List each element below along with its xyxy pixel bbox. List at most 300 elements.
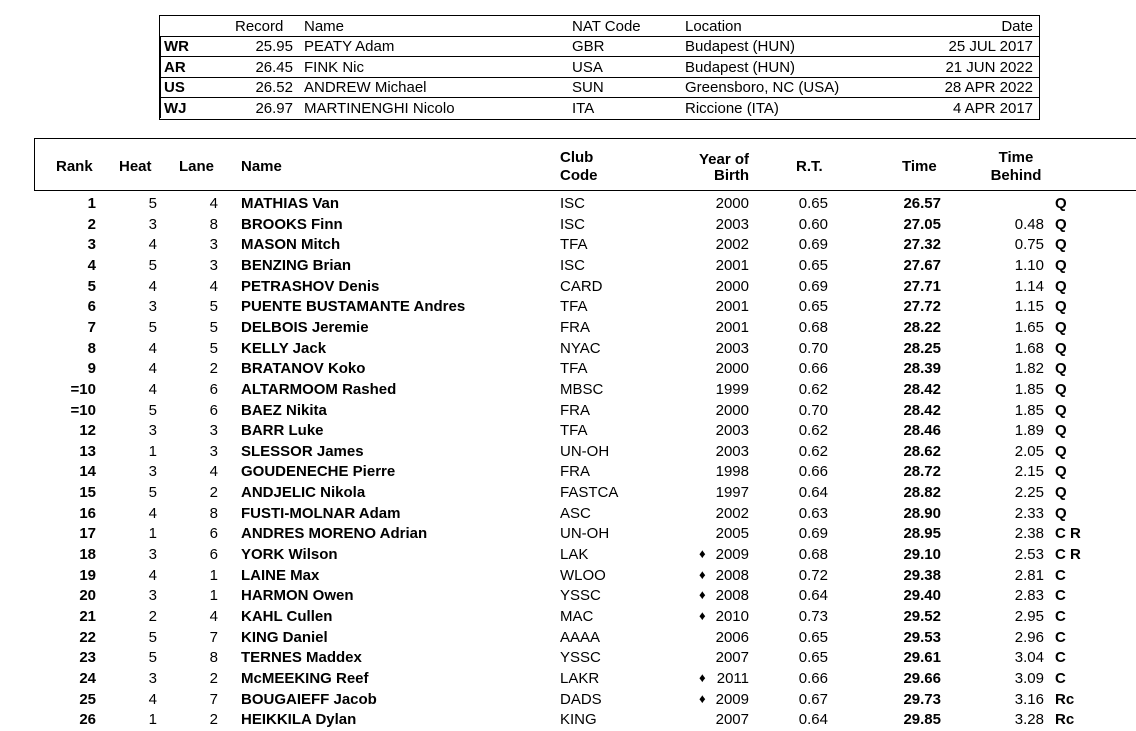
result-lane: 2 (209, 484, 218, 501)
result-time: 29.61 (903, 649, 941, 666)
result-lane: 4 (209, 278, 218, 295)
result-yob: 2002 (715, 236, 749, 253)
result-name: PUENTE BUSTAMANTE Andres (241, 298, 466, 315)
record-type: WR (164, 38, 189, 55)
result-qualifier: Q (1055, 278, 1067, 295)
result-time: 29.10 (903, 546, 941, 563)
record-type: AR (164, 59, 186, 76)
result-rt: 0.60 (798, 216, 828, 233)
result-rt: 0.68 (798, 546, 828, 563)
result-time-behind: 1.68 (1014, 340, 1044, 357)
result-rank: 20 (79, 587, 96, 604)
result-time: 28.22 (903, 319, 941, 336)
result-time: 27.05 (903, 216, 941, 233)
result-lane: 4 (209, 195, 218, 212)
result-time: 29.40 (903, 587, 941, 604)
result-heat: 4 (148, 278, 157, 295)
result-yob: 2008 (715, 567, 749, 584)
result-rank: 5 (87, 278, 96, 295)
junior-marker: ♦ (699, 587, 706, 602)
result-qualifier: C (1055, 587, 1066, 604)
result-yob: 2003 (715, 422, 749, 439)
result-heat: 3 (148, 463, 157, 480)
result-name: BOUGAIEFF Jacob (241, 691, 377, 708)
result-lane: 4 (209, 608, 218, 625)
record-time: 26.52 (255, 79, 293, 96)
record-location: Greensboro, NC (USA) (685, 79, 840, 96)
result-rt: 0.70 (798, 402, 828, 419)
result-yob: 2007 (715, 711, 749, 728)
result-heat: 1 (148, 525, 157, 542)
result-heat: 3 (148, 216, 157, 233)
result-club: MBSC (560, 381, 604, 398)
result-time-behind: 0.48 (1014, 216, 1044, 233)
result-yob: 2011 (716, 670, 749, 687)
result-rt: 0.73 (798, 608, 828, 625)
header-rt: R.T. (796, 158, 823, 175)
result-qualifier: C (1055, 649, 1066, 666)
result-qualifier: C (1055, 670, 1066, 687)
result-club: TFA (560, 360, 588, 377)
result-club: KING (560, 711, 597, 728)
result-heat: 3 (148, 546, 157, 563)
result-name: BARR Luke (241, 422, 324, 439)
result-name: HARMON Owen (241, 587, 354, 604)
result-qualifier: Q (1055, 319, 1067, 336)
result-qualifier: Q (1055, 505, 1067, 522)
result-heat: 3 (148, 670, 157, 687)
result-qualifier: Q (1055, 463, 1067, 480)
record-nat: GBR (572, 38, 605, 55)
result-name: MATHIAS Van (241, 195, 340, 212)
record-name: MARTINENGHI Nicolo (304, 100, 455, 117)
result-lane: 6 (209, 381, 218, 398)
result-time: 28.42 (903, 402, 941, 419)
result-rt: 0.62 (798, 443, 828, 460)
result-heat: 5 (148, 629, 157, 646)
result-rank: 26 (79, 711, 96, 728)
result-lane: 8 (209, 216, 218, 233)
result-qualifier: Q (1055, 298, 1067, 315)
junior-marker: ♦ (699, 608, 706, 623)
result-rt: 0.65 (798, 195, 828, 212)
result-club: FRA (560, 402, 590, 419)
result-yob: 2003 (715, 216, 749, 233)
record-time: 25.95 (255, 38, 293, 55)
result-time-behind: 1.85 (1014, 402, 1044, 419)
result-club: ISC (560, 195, 586, 212)
result-lane: 1 (209, 587, 218, 604)
result-name: SLESSOR James (241, 443, 364, 460)
result-name: MASON Mitch (241, 236, 341, 253)
result-heat: 2 (148, 608, 157, 625)
result-heat: 4 (148, 236, 157, 253)
record-name: ANDREW Michael (304, 79, 427, 96)
result-time: 27.32 (903, 236, 941, 253)
result-rt: 0.65 (798, 649, 828, 666)
result-rank: 22 (79, 629, 96, 646)
result-time-behind: 2.95 (1014, 608, 1044, 625)
result-name: LAINE Max (241, 567, 320, 584)
result-name: KELLY Jack (241, 340, 327, 357)
result-yob: 2007 (715, 649, 749, 666)
result-qualifier: Q (1055, 195, 1067, 212)
result-lane: 6 (209, 525, 218, 542)
result-rank: 7 (87, 319, 96, 336)
result-time-behind: 2.38 (1014, 525, 1044, 542)
result-club: MAC (560, 608, 594, 625)
result-time-behind: 3.09 (1014, 670, 1044, 687)
result-rt: 0.66 (798, 670, 828, 687)
result-lane: 2 (209, 711, 218, 728)
result-lane: 3 (209, 236, 218, 253)
record-location: Budapest (HUN) (685, 59, 796, 76)
header-yob-1: Year of (698, 151, 749, 168)
result-rank: 25 (79, 691, 96, 708)
result-yob: 2001 (715, 319, 749, 336)
result-qualifier: Q (1055, 340, 1067, 357)
result-rank: 6 (87, 298, 96, 315)
result-rank: 16 (79, 505, 96, 522)
result-name: HEIKKILA Dylan (241, 711, 357, 728)
result-rt: 0.62 (798, 381, 828, 398)
result-yob: 2003 (715, 340, 749, 357)
result-club: WLOO (560, 567, 606, 584)
result-time-behind: 3.04 (1014, 649, 1044, 666)
result-time: 29.53 (903, 629, 941, 646)
result-time: 28.39 (903, 360, 941, 377)
result-time: 28.72 (903, 463, 941, 480)
result-time-behind: 2.15 (1014, 463, 1044, 480)
result-lane: 5 (209, 298, 218, 315)
result-heat: 4 (148, 360, 157, 377)
result-yob: 2009 (715, 546, 749, 563)
result-time: 28.25 (903, 340, 941, 357)
result-time-behind: 2.25 (1014, 484, 1044, 501)
result-rank: 13 (79, 443, 96, 460)
record-date: 21 JUN 2022 (945, 59, 1033, 76)
result-yob: 1999 (715, 381, 749, 398)
result-rank: 14 (79, 463, 96, 480)
result-name: ALTARMOOM Rashed (241, 381, 397, 398)
result-rt: 0.65 (798, 257, 828, 274)
result-yob: 2003 (715, 443, 749, 460)
result-rank: 15 (79, 484, 96, 501)
result-rank: 9 (87, 360, 96, 377)
result-yob: 2000 (715, 195, 749, 212)
result-name: PETRASHOV Denis (241, 278, 380, 295)
result-club: TFA (560, 298, 588, 315)
records-header-date: Date (1001, 18, 1033, 35)
record-type: WJ (164, 100, 187, 117)
result-lane: 3 (209, 257, 218, 274)
result-heat: 1 (148, 443, 157, 460)
result-rank: 23 (79, 649, 96, 666)
result-time: 27.72 (903, 298, 941, 315)
result-rt: 0.62 (798, 422, 828, 439)
result-rt: 0.64 (798, 484, 828, 501)
result-rt: 0.69 (798, 525, 828, 542)
header-rank: Rank (56, 158, 93, 175)
result-lane: 2 (209, 360, 218, 377)
result-time-behind: 1.89 (1014, 422, 1044, 439)
result-yob: 1997 (715, 484, 749, 501)
result-club: ISC (560, 216, 586, 233)
record-date: 28 APR 2022 (944, 79, 1033, 96)
result-qualifier: Q (1055, 236, 1067, 253)
result-lane: 2 (209, 670, 218, 687)
records-row-line (160, 56, 1039, 57)
record-time: 26.45 (255, 59, 293, 76)
result-name: KING Daniel (241, 629, 328, 646)
records-row-line (160, 77, 1039, 78)
result-rank: 8 (87, 340, 96, 357)
result-qualifier: Rc (1055, 691, 1075, 708)
result-qualifier: Q (1055, 443, 1067, 460)
result-club: FRA (560, 319, 590, 336)
result-club: UN-OH (560, 443, 610, 460)
result-heat: 4 (148, 567, 157, 584)
result-heat: 5 (148, 649, 157, 666)
result-time-behind: 0.75 (1014, 236, 1044, 253)
result-yob: 2008 (715, 587, 749, 604)
result-qualifier: Q (1055, 422, 1067, 439)
result-club: YSSC (560, 649, 601, 666)
result-time: 29.66 (903, 670, 941, 687)
result-qualifier: Q (1055, 360, 1067, 377)
record-date: 4 APR 2017 (952, 100, 1033, 117)
header-time: Time (902, 158, 937, 175)
result-rank: 17 (79, 525, 96, 542)
record-name: PEATY Adam (304, 38, 395, 55)
result-heat: 4 (148, 505, 157, 522)
result-name: GOUDENECHE Pierre (241, 463, 396, 480)
result-time: 28.62 (903, 443, 941, 460)
result-yob: 2000 (715, 402, 749, 419)
result-club: LAK (560, 546, 589, 563)
result-time-behind: 2.83 (1014, 587, 1044, 604)
result-name: FUSTI-MOLNAR Adam (241, 505, 401, 522)
result-rt: 0.69 (798, 278, 828, 295)
header-name: Name (241, 158, 282, 175)
result-heat: 5 (148, 257, 157, 274)
result-club: YSSC (560, 587, 601, 604)
result-time: 27.67 (903, 257, 941, 274)
result-time-behind: 2.81 (1014, 567, 1044, 584)
result-time: 26.57 (903, 195, 941, 212)
result-heat: 3 (148, 422, 157, 439)
result-time-behind: 2.05 (1014, 443, 1044, 460)
result-rt: 0.66 (798, 463, 828, 480)
result-rank: =10 (70, 381, 96, 398)
junior-marker: ♦ (699, 546, 706, 561)
result-rt: 0.68 (798, 319, 828, 336)
result-heat: 4 (148, 381, 157, 398)
result-qualifier: Q (1055, 484, 1067, 501)
header-behind-1: Time (998, 149, 1034, 166)
result-club: FASTCA (560, 484, 619, 501)
result-time: 29.73 (903, 691, 941, 708)
result-lane: 7 (209, 691, 218, 708)
result-rt: 0.64 (798, 587, 828, 604)
result-time-behind: 3.16 (1014, 691, 1044, 708)
result-time-behind: 1.82 (1014, 360, 1044, 377)
result-yob: 2001 (715, 298, 749, 315)
result-heat: 5 (148, 484, 157, 501)
result-club: LAKR (560, 670, 600, 687)
header-club-1: Club (560, 149, 594, 166)
result-qualifier: Q (1055, 216, 1067, 233)
result-lane: 8 (209, 649, 218, 666)
result-yob: 2002 (715, 505, 749, 522)
record-type: US (164, 79, 185, 96)
result-time-behind: 1.14 (1014, 278, 1044, 295)
result-lane: 5 (209, 340, 218, 357)
result-time-behind: 1.65 (1014, 319, 1044, 336)
result-yob: 2006 (715, 629, 749, 646)
result-heat: 5 (148, 402, 157, 419)
result-rank: 4 (87, 257, 96, 274)
result-rank: 21 (79, 608, 96, 625)
result-club: UN-OH (560, 525, 610, 542)
result-qualifier: C R (1055, 546, 1081, 563)
record-time: 26.97 (255, 100, 293, 117)
result-lane: 6 (209, 546, 218, 563)
result-qualifier: Q (1055, 402, 1067, 419)
record-nat: USA (572, 59, 603, 76)
result-heat: 1 (148, 711, 157, 728)
result-time: 28.46 (903, 422, 941, 439)
result-time-behind: 1.10 (1014, 257, 1044, 274)
result-rank: 12 (79, 422, 96, 439)
record-nat: SUN (572, 79, 604, 96)
result-yob: 2005 (715, 525, 749, 542)
result-qualifier: Q (1055, 381, 1067, 398)
result-rt: 0.67 (798, 691, 828, 708)
result-lane: 3 (209, 422, 218, 439)
result-club: TFA (560, 236, 588, 253)
result-name: BROOKS Finn (241, 216, 343, 233)
result-time-behind: 2.53 (1014, 546, 1044, 563)
result-time-behind: 2.33 (1014, 505, 1044, 522)
result-qualifier: C (1055, 629, 1066, 646)
result-rank: 19 (79, 567, 96, 584)
result-lane: 8 (209, 505, 218, 522)
result-rank: 2 (87, 216, 96, 233)
result-name: YORK Wilson (241, 546, 338, 563)
record-nat: ITA (572, 100, 595, 117)
result-time-behind: 1.85 (1014, 381, 1044, 398)
records-row-line (160, 36, 1039, 37)
result-qualifier: Rc (1055, 711, 1075, 728)
result-name: DELBOIS Jeremie (241, 319, 369, 336)
result-yob: 2009 (715, 691, 749, 708)
record-location: Riccione (ITA) (685, 100, 779, 117)
result-yob: 2001 (715, 257, 749, 274)
junior-marker: ♦ (699, 567, 706, 582)
result-time: 27.71 (903, 278, 941, 295)
result-rt: 0.64 (798, 711, 828, 728)
result-heat: 4 (148, 691, 157, 708)
result-club: ASC (560, 505, 591, 522)
result-club: TFA (560, 422, 588, 439)
result-time: 29.52 (903, 608, 941, 625)
record-date: 25 JUL 2017 (948, 38, 1033, 55)
result-club: CARD (560, 278, 603, 295)
result-time-behind: 3.28 (1014, 711, 1044, 728)
result-yob: 2000 (715, 278, 749, 295)
result-qualifier: C (1055, 567, 1066, 584)
junior-marker: ♦ (699, 691, 706, 706)
result-time: 29.38 (903, 567, 941, 584)
result-rt: 0.69 (798, 236, 828, 253)
result-name: BRATANOV Koko (241, 360, 366, 377)
result-name: BENZING Brian (241, 257, 352, 274)
junior-marker: ♦ (699, 670, 706, 685)
result-name: KAHL Cullen (241, 608, 333, 625)
result-qualifier: C (1055, 608, 1066, 625)
result-time-behind: 1.15 (1014, 298, 1044, 315)
result-time: 28.95 (903, 525, 941, 542)
result-club: AAAA (560, 629, 601, 646)
result-time: 28.42 (903, 381, 941, 398)
result-name: McMEEKING Reef (241, 670, 369, 687)
result-name: BAEZ Nikita (241, 402, 327, 419)
result-time: 29.85 (903, 711, 941, 728)
records-header-name: Name (304, 18, 345, 35)
result-qualifier: Q (1055, 257, 1067, 274)
records-header-nat: NAT Code (572, 18, 641, 35)
result-lane: 7 (209, 629, 218, 646)
header-club-2: Code (560, 167, 598, 184)
result-time: 28.82 (903, 484, 941, 501)
header-lane: Lane (179, 158, 215, 175)
records-header-location: Location (685, 18, 742, 35)
result-heat: 3 (148, 298, 157, 315)
result-lane: 4 (209, 463, 218, 480)
result-qualifier: C R (1055, 525, 1081, 542)
header-behind-2: Behind (990, 167, 1042, 184)
result-club: DADS (560, 691, 602, 708)
result-rt: 0.65 (798, 298, 828, 315)
result-name: ANDJELIC Nikola (241, 484, 366, 501)
records-header-record: Record (235, 18, 284, 35)
result-rank: 24 (79, 670, 96, 687)
result-lane: 1 (209, 567, 218, 584)
result-rt: 0.63 (798, 505, 828, 522)
result-yob: 2010 (715, 608, 749, 625)
header-heat: Heat (119, 158, 152, 175)
result-yob: 1998 (715, 463, 749, 480)
result-rt: 0.66 (798, 360, 828, 377)
result-lane: 6 (209, 402, 218, 419)
result-rt: 0.65 (798, 629, 828, 646)
result-rt: 0.70 (798, 340, 828, 357)
result-lane: 3 (209, 443, 218, 460)
result-lane: 5 (209, 319, 218, 336)
header-yob-2: Birth (714, 167, 749, 184)
result-rank: 18 (79, 546, 96, 563)
result-heat: 5 (148, 195, 157, 212)
result-club: NYAC (560, 340, 601, 357)
result-rank: 1 (87, 195, 96, 212)
result-club: FRA (560, 463, 590, 480)
record-name: FINK Nic (304, 59, 364, 76)
result-heat: 4 (148, 340, 157, 357)
result-rt: 0.72 (798, 567, 828, 584)
result-rank: 3 (87, 236, 96, 253)
result-name: TERNES Maddex (241, 649, 362, 666)
